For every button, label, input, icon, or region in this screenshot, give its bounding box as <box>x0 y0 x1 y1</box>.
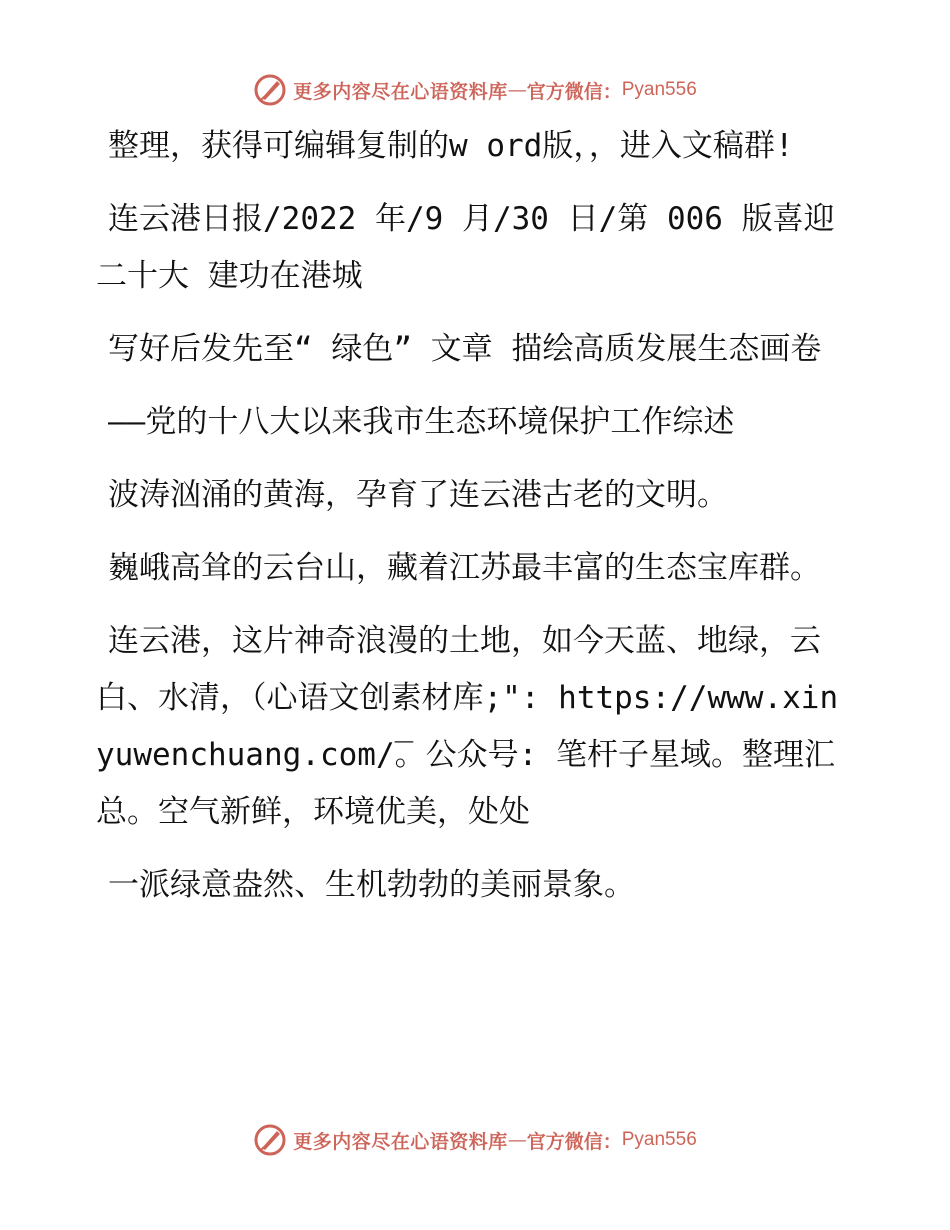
paragraph: 写好后发先至“ 绿色” 文章 描绘高质发展生态画卷 <box>108 331 822 367</box>
paragraph: 波涛汹涌的黄海，孕育了连云港古老的文明。 <box>108 477 728 513</box>
footer-watermark <box>0 1120 950 1160</box>
header-watermark <box>0 70 950 110</box>
watermark-wechat-label: 官方微信： <box>526 1130 622 1153</box>
paragraph: 一派绿意盎然、生机勃勃的美丽景象。 <box>108 867 635 903</box>
watermark-wechat-id: Pyan556 <box>621 1129 697 1150</box>
watermark-wechat-label: 官方微信： <box>526 80 622 103</box>
paragraph: ——党的十八大以来我市生态环境保护工作综述 <box>108 404 735 440</box>
document-body <box>96 118 856 930</box>
paragraph: 巍峨高耸的云台山，藏着江苏最丰富的生态宝库群。 <box>108 550 821 586</box>
watermark-separator: — <box>507 79 527 101</box>
watermark-text: 更多内容尽在心语资料库 <box>293 80 508 103</box>
watermark-wechat-id: Pyan556 <box>621 79 697 100</box>
paragraph: 连云港日报/2022 年/9 月/30 日/第 006 版喜迎二十大 建功在港城 <box>96 201 835 294</box>
quill-pen-logo-icon <box>253 1123 287 1157</box>
paragraph: 连云港，这片神奇浪漫的土地，如今天蓝、地绿，云白、水清，（心语文创素材库;": https://www.xinyuwenchuang.com/̅。公众号: 笔杆子星域。整理汇总。空气新鲜，环境优美，处处 <box>96 623 839 830</box>
watermark-text: 更多内容尽在心语资料库 <box>293 1130 508 1153</box>
watermark-separator: — <box>507 1129 527 1151</box>
paragraph: 整理，获得可编辑复制的w ord版，，进入文稿群! <box>108 128 794 164</box>
quill-pen-logo-icon <box>253 73 287 107</box>
